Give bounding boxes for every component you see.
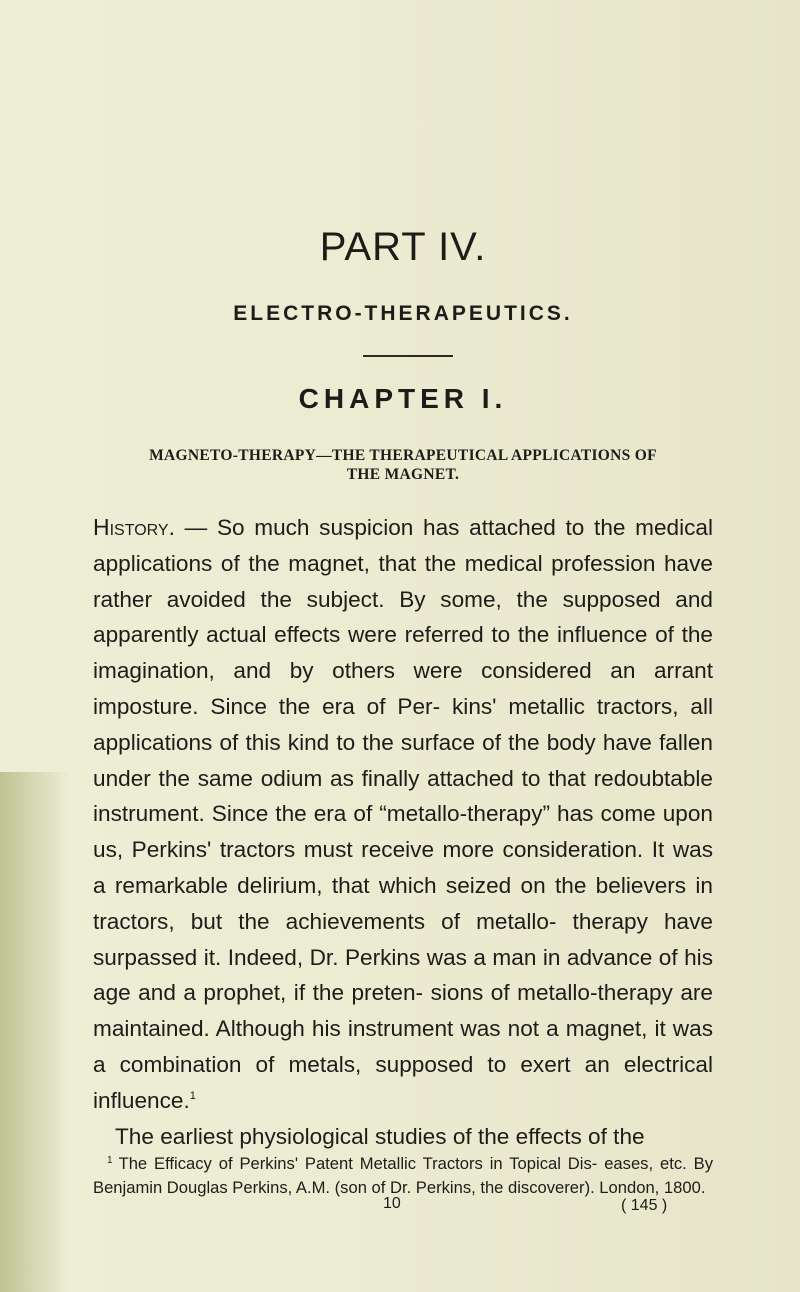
footnote-paragraph [93,1152,713,1200]
paragraph [93,1119,713,1155]
paragraph-lead: History. [93,514,175,540]
chapter-subtitle-line: THE MAGNET. [346,466,460,483]
footnote [93,1152,713,1200]
footnote-text: The Efficacy of Perkins' Patent Metallic Tractors in Topical Dis- eases, etc. By Benjamin Douglas Perkins, A.M. (son of Dr. Perkins, the discoverer). London, 1800. [93,1154,713,1197]
paragraph [93,510,713,1119]
signature-mark: 10 [383,1195,401,1212]
chapter-title: CHAPTER I. [298,383,508,414]
book-page [93,0,713,1292]
paragraph-text: The earliest physiological studies of the effects of the [115,1123,645,1149]
binding-shadow [0,772,70,1292]
chapter-subtitle-line: MAGNETO-THERAPY—THE THERAPEUTICAL APPLICATIONS OF [149,447,657,464]
title-divider [363,355,453,357]
body-text [93,510,713,1154]
part-title: PART IV. [319,225,487,269]
footnote-reference[interactable]: 1 [189,1089,196,1102]
chapter-subtitle [93,446,713,484]
section-title: ELECTRO-THERAPEUTICS. [233,302,573,325]
paragraph-text: — So much suspicion has attached to the medical applications of the magnet, that the medical profession have rather avoided the subject. By some, the supposed and apparently actual effects were referred to the influence of the imagination, and by others were considered an arrant imposture. Since the era of Per- kins' metallic tractors, all applications of this kind to the surface of the body have fallen under the same odium as finally attached to that redoubtable instrument. Since the era of “metallo-therapy” has come upon us, Perkins' tractors must receive more consideration. It was a remarkable delirium, that which seized on the believers in tractors, but the achievements of metallo- therapy have surpassed it. Indeed, Dr. Perkins was a man in advance of his age and a prophet, if the preten- sions of metallo-therapy are maintained. Although his instrument was not a magnet, it was a combination of metals, supposed to exert an electrical influence. [93,515,713,1113]
footnote-marker: 1 [107,1155,113,1166]
page-number: ( 145 ) [621,1197,668,1214]
